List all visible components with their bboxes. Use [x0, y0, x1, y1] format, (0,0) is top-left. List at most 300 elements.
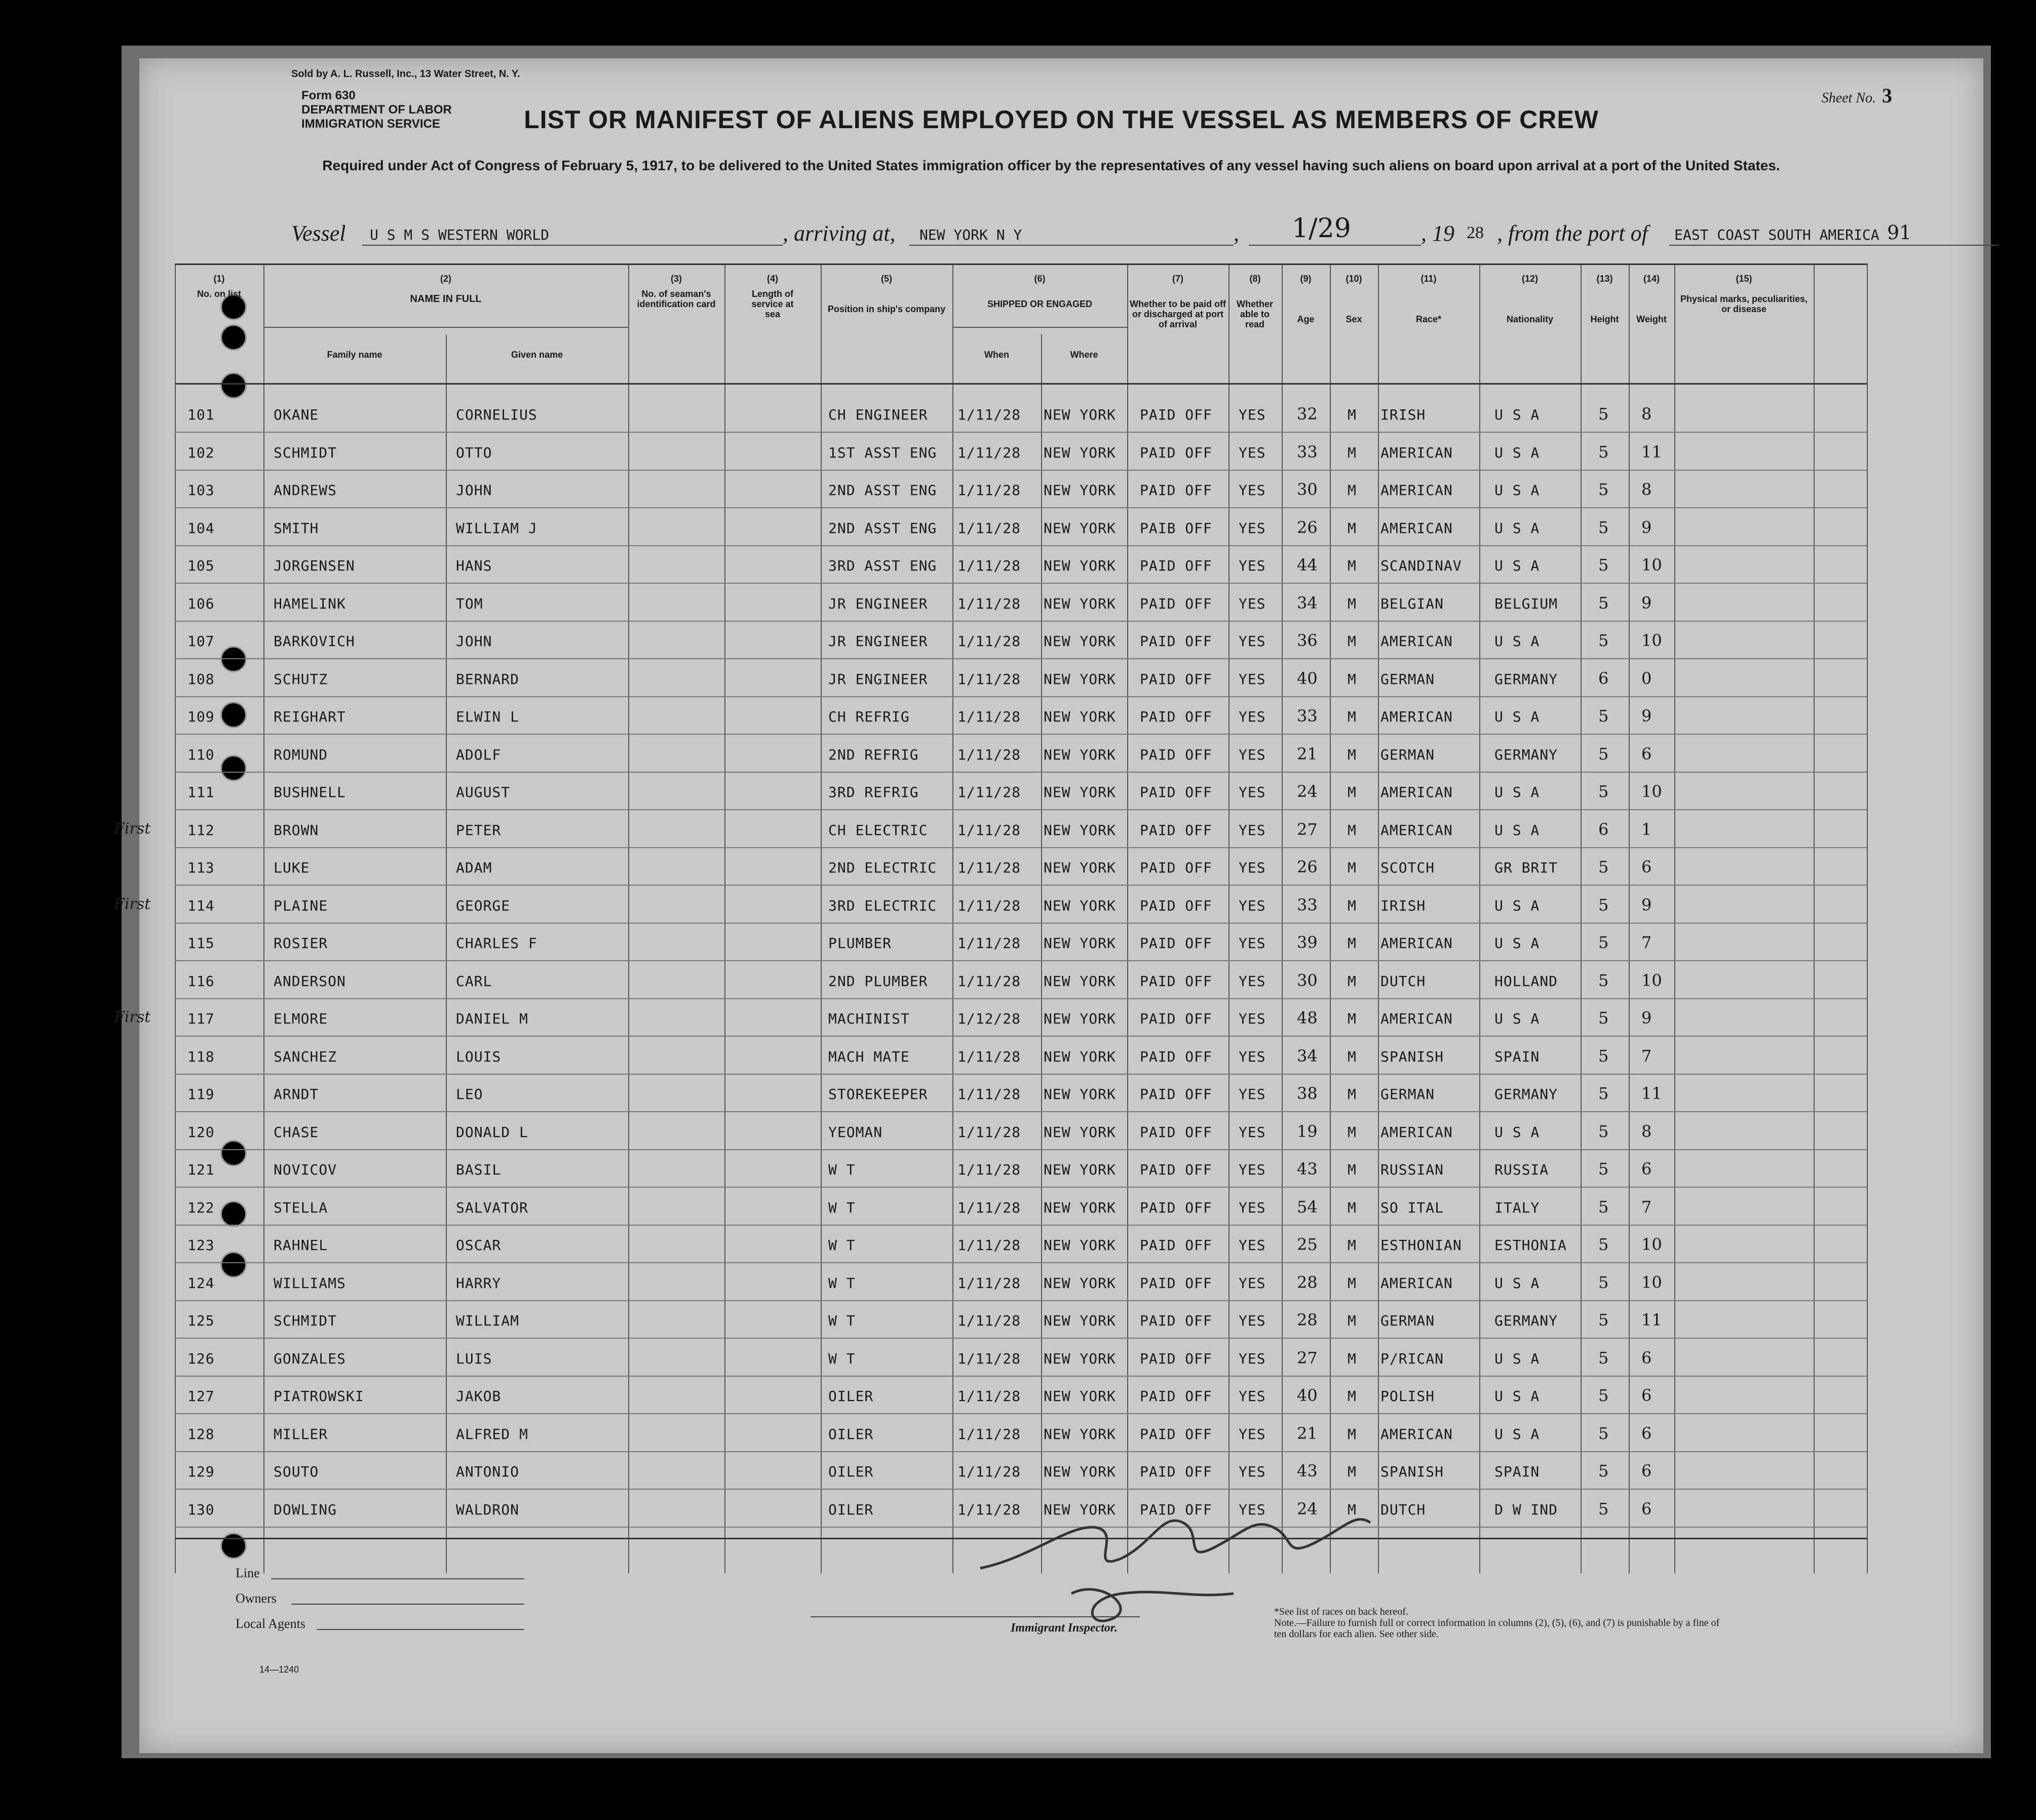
col4-number: (4)	[767, 274, 778, 284]
race: AMERICAN	[1380, 784, 1453, 801]
family-name: GONZALES	[274, 1350, 346, 1367]
age: 54	[1297, 1197, 1318, 1217]
position: PLUMBER	[828, 935, 892, 952]
nationality: U S A	[1494, 406, 1540, 423]
sex: M	[1348, 1237, 1357, 1254]
age: 26	[1297, 517, 1318, 537]
race: AMERICAN	[1380, 444, 1453, 461]
weight: 10	[1641, 782, 1662, 801]
race: GERMAN	[1380, 670, 1435, 688]
family-name: BROWN	[274, 821, 319, 839]
family-name: SOUTO	[274, 1463, 319, 1480]
col2-number: (2)	[440, 274, 451, 284]
shipped-where: NEW YORK	[1044, 1425, 1116, 1443]
family-name: SMITH	[274, 519, 319, 537]
race: AMERICAN	[1380, 1425, 1453, 1443]
race: RUSSIAN	[1380, 1161, 1444, 1178]
sex: M	[1348, 784, 1357, 801]
nationality: BELGIUM	[1494, 595, 1558, 612]
age: 28	[1297, 1310, 1318, 1330]
weight: 1	[1641, 819, 1652, 839]
height: 5	[1598, 1423, 1609, 1443]
height: 5	[1598, 1046, 1609, 1066]
row-number: 103	[187, 482, 215, 499]
table-row	[175, 1301, 1867, 1339]
age: 43	[1297, 1159, 1318, 1179]
race: SO ITAL	[1380, 1199, 1444, 1216]
shipped-when: 1/11/28	[957, 1501, 1021, 1518]
weight: 7	[1641, 933, 1652, 952]
race: IRISH	[1380, 406, 1426, 423]
crew-table	[114, 263, 1867, 1573]
height: 5	[1598, 631, 1609, 650]
col10-number: (10)	[1346, 274, 1362, 284]
able-to-read: YES	[1239, 482, 1266, 499]
sex: M	[1348, 708, 1357, 725]
form-number: Form 630	[301, 89, 356, 102]
shipped-where: NEW YORK	[1044, 935, 1116, 952]
shipped-where: NEW YORK	[1044, 1048, 1116, 1065]
weight: 11	[1641, 1310, 1662, 1330]
race: AMERICAN	[1380, 935, 1453, 952]
position: OILER	[828, 1501, 874, 1518]
col4-header: Length of service at sea	[751, 289, 794, 319]
paid-off: PAID OFF	[1140, 595, 1212, 612]
sex: M	[1348, 670, 1357, 688]
age: 26	[1297, 857, 1318, 877]
paid-off: PAID OFF	[1140, 670, 1212, 688]
table-row	[175, 660, 1867, 697]
family-name: STELLA	[274, 1199, 328, 1216]
given-name: CHARLES F	[456, 935, 537, 952]
col2-given-header: Given name	[511, 350, 563, 360]
shipped-when: 1/11/28	[957, 784, 1021, 801]
height: 5	[1598, 1008, 1609, 1028]
col5-number: (5)	[881, 274, 892, 284]
nationality: SPAIN	[1494, 1048, 1540, 1065]
shipped-when: 1/11/28	[957, 670, 1021, 688]
page-title: LIST OR MANIFEST OF ALIENS EMPLOYED ON THE VESSEL AS MEMBERS OF CREW	[524, 105, 1599, 134]
given-name: OTTO	[456, 444, 492, 461]
nationality: U S A	[1494, 519, 1540, 537]
weight: 10	[1641, 631, 1662, 650]
position: 2ND PLUMBER	[828, 972, 928, 990]
weight: 9	[1641, 1008, 1652, 1028]
row-number: 106	[187, 595, 215, 612]
paid-off: PAID OFF	[1140, 1350, 1212, 1367]
date-underline	[1249, 245, 1421, 246]
paid-off: PAID OFF	[1140, 784, 1212, 801]
given-name: PETER	[456, 821, 502, 839]
sex: M	[1348, 1123, 1357, 1141]
given-name: WALDRON	[456, 1501, 520, 1518]
row-number: 115	[187, 935, 215, 952]
nationality: U S A	[1494, 1010, 1540, 1027]
able-to-read: YES	[1239, 595, 1266, 612]
given-name: DANIEL M	[456, 1010, 528, 1027]
row-number: 102	[187, 444, 215, 461]
sex: M	[1348, 595, 1357, 612]
height: 5	[1598, 933, 1609, 952]
given-name: ANTONIO	[456, 1463, 520, 1480]
able-to-read: YES	[1239, 633, 1266, 650]
col5-header: Position in ship's company	[827, 304, 946, 314]
footnote-races: *See list of races on back hereof.	[1274, 1606, 1408, 1617]
family-name: BARKOVICH	[274, 633, 355, 650]
shipped-where: NEW YORK	[1044, 633, 1116, 650]
col9-header: Age	[1297, 314, 1315, 324]
column-rule	[1867, 263, 1868, 1573]
table-row	[114, 886, 1867, 924]
able-to-read: YES	[1239, 1388, 1266, 1405]
shipped-where: NEW YORK	[1044, 972, 1116, 990]
given-name: LUIS	[456, 1350, 492, 1367]
given-name: CORNELIUS	[456, 406, 537, 423]
shipped-where: NEW YORK	[1044, 1388, 1116, 1405]
name-subheader-rule	[263, 327, 628, 328]
table-row	[175, 622, 1867, 659]
family-name: JORGENSEN	[274, 557, 355, 574]
paid-off: PAID OFF	[1140, 1425, 1212, 1443]
able-to-read: YES	[1239, 1237, 1266, 1254]
paid-off: PAID OFF	[1140, 1274, 1212, 1292]
position: STOREKEEPER	[828, 1086, 928, 1103]
table-row	[175, 509, 1867, 546]
vessel-label: Vessel	[291, 221, 346, 246]
table-row	[175, 433, 1867, 471]
sex: M	[1348, 1501, 1357, 1518]
table-row	[175, 1377, 1867, 1414]
shipped-where: NEW YORK	[1044, 708, 1116, 725]
shipped-when: 1/11/28	[957, 1086, 1021, 1103]
margin-note: First	[114, 1008, 151, 1026]
shipped-where: NEW YORK	[1044, 482, 1116, 499]
weight: 10	[1641, 1272, 1662, 1292]
given-name: ADAM	[456, 859, 492, 876]
height: 5	[1598, 895, 1609, 915]
row-number: 105	[187, 557, 215, 574]
age: 32	[1297, 404, 1318, 424]
row-number: 126	[187, 1350, 215, 1367]
age: 34	[1297, 593, 1318, 613]
shipped-where: NEW YORK	[1044, 1010, 1116, 1027]
nationality: ESTHONIA	[1494, 1237, 1567, 1254]
row-number: 111	[187, 784, 215, 801]
weight: 8	[1641, 1121, 1652, 1141]
shipped-when: 1/11/28	[957, 1274, 1021, 1292]
race: DUTCH	[1380, 1501, 1426, 1518]
shipped-when: 1/11/28	[957, 557, 1021, 574]
able-to-read: YES	[1239, 784, 1266, 801]
able-to-read: YES	[1239, 897, 1266, 914]
paid-off: PAID OFF	[1140, 1501, 1212, 1518]
sex: M	[1348, 444, 1357, 461]
col15-header: Physical marks, peculiarities, or disease	[1680, 294, 1808, 314]
shipped-when: 1/11/28	[957, 746, 1021, 763]
nationality: GERMANY	[1494, 746, 1558, 763]
sex: M	[1348, 859, 1357, 876]
sex: M	[1348, 633, 1357, 650]
race: SPANISH	[1380, 1048, 1444, 1065]
nationality: ITALY	[1494, 1199, 1540, 1216]
able-to-read: YES	[1239, 1010, 1266, 1027]
row-number: 125	[187, 1312, 215, 1329]
col13-header: Height	[1590, 314, 1619, 324]
race: AMERICAN	[1380, 821, 1453, 839]
position: W T	[828, 1161, 856, 1178]
shipped-when: 1/11/28	[957, 972, 1021, 990]
race: P/RICAN	[1380, 1350, 1444, 1367]
weight: 8	[1641, 404, 1652, 424]
nationality: U S A	[1494, 1425, 1540, 1443]
given-name: LEO	[456, 1086, 483, 1103]
race: AMERICAN	[1380, 708, 1453, 725]
col8-header: Whether able to read	[1237, 299, 1273, 329]
given-name: AUGUST	[456, 784, 511, 801]
nationality: GERMANY	[1494, 670, 1558, 688]
table-row	[175, 962, 1867, 999]
position: 2ND ASST ENG	[828, 482, 937, 499]
table-row	[114, 811, 1867, 848]
age: 40	[1297, 1386, 1318, 1405]
weight: 8	[1641, 480, 1652, 499]
given-name: JAKOB	[456, 1388, 502, 1405]
row-number: 118	[187, 1048, 215, 1065]
position: MACH MATE	[828, 1048, 910, 1065]
height: 5	[1598, 1197, 1609, 1217]
sex: M	[1348, 1010, 1357, 1027]
family-name: SCHMIDT	[274, 444, 337, 461]
paid-off: PAID OFF	[1140, 1010, 1212, 1027]
row-number: 117	[187, 1010, 215, 1027]
family-name: REIGHART	[274, 708, 346, 725]
weight: 6	[1641, 744, 1652, 764]
nationality: U S A	[1494, 708, 1540, 725]
line-label: Line	[236, 1566, 260, 1580]
age: 33	[1297, 706, 1318, 726]
weight: 6	[1641, 1423, 1652, 1443]
table-row	[175, 471, 1867, 508]
height: 5	[1598, 857, 1609, 877]
row-number: 116	[187, 972, 215, 990]
table-row	[175, 697, 1867, 735]
paid-off: PAID OFF	[1140, 897, 1212, 914]
weight: 6	[1641, 1386, 1652, 1405]
family-name: MILLER	[274, 1425, 328, 1443]
position: JR ENGINEER	[828, 595, 928, 612]
able-to-read: YES	[1239, 444, 1266, 461]
paid-off: PAID OFF	[1140, 859, 1212, 876]
family-name: PIATROWSKI	[274, 1388, 364, 1405]
able-to-read: YES	[1239, 859, 1266, 876]
family-name: ELMORE	[274, 1010, 328, 1027]
shipped-where: NEW YORK	[1044, 1086, 1116, 1103]
position: 1ST ASST ENG	[828, 444, 937, 461]
position: CH ENGINEER	[828, 406, 928, 423]
age: 25	[1297, 1235, 1318, 1254]
nationality: U S A	[1494, 897, 1540, 914]
arriving-label: , arriving at,	[783, 221, 896, 246]
sex: M	[1348, 1161, 1357, 1178]
nationality: U S A	[1494, 1388, 1540, 1405]
able-to-read: YES	[1239, 1161, 1266, 1178]
shipped-when: 1/11/28	[957, 859, 1021, 876]
given-name: HANS	[456, 557, 492, 574]
table-row	[175, 1339, 1867, 1377]
able-to-read: YES	[1239, 1463, 1266, 1480]
row-number: 101	[187, 406, 215, 423]
year-value: 28	[1467, 223, 1484, 242]
shipped-when: 1/11/28	[957, 1312, 1021, 1329]
able-to-read: YES	[1239, 935, 1266, 952]
age: 27	[1297, 819, 1318, 839]
position: OILER	[828, 1425, 874, 1443]
able-to-read: YES	[1239, 708, 1266, 725]
row-number: 130	[187, 1501, 215, 1518]
col1-number: (1)	[213, 274, 225, 284]
nationality: U S A	[1494, 821, 1540, 839]
row-number: 104	[187, 519, 215, 537]
paid-off: PAID OFF	[1140, 406, 1212, 423]
shipped-where: NEW YORK	[1044, 1312, 1116, 1329]
arriving-underline	[909, 245, 1234, 246]
col8-number: (8)	[1249, 274, 1261, 284]
weight: 9	[1641, 895, 1652, 915]
race: AMERICAN	[1380, 1123, 1453, 1141]
position: OILER	[828, 1463, 874, 1480]
row-number: 120	[187, 1123, 215, 1141]
shipped-where: NEW YORK	[1044, 444, 1116, 461]
sex: M	[1348, 519, 1357, 537]
nationality: D W IND	[1494, 1501, 1558, 1518]
nationality: U S A	[1494, 557, 1540, 574]
weight: 6	[1641, 857, 1652, 877]
able-to-read: YES	[1239, 1425, 1266, 1443]
col12-header: Nationality	[1506, 314, 1553, 324]
able-to-read: YES	[1239, 821, 1266, 839]
manifest-sheet	[114, 58, 1983, 1753]
sheet-number-value: 3	[1882, 84, 1892, 107]
col11-number: (11)	[1420, 274, 1437, 284]
col14-header: Weight	[1636, 314, 1667, 324]
table-row	[175, 546, 1867, 584]
table-row	[175, 395, 1867, 433]
given-name: BASIL	[456, 1161, 502, 1178]
weight: 0	[1641, 668, 1652, 688]
age: 19	[1297, 1121, 1318, 1141]
col15-number: (15)	[1736, 274, 1752, 284]
row-number: 121	[187, 1161, 215, 1178]
weight: 10	[1641, 970, 1662, 990]
age: 33	[1297, 442, 1318, 462]
paid-off: PAID OFF	[1140, 1048, 1212, 1065]
col7-header: Whether to be paid off or discharged at port of arrival	[1130, 299, 1226, 329]
position: 2ND ELECTRIC	[828, 859, 937, 876]
shipped-when: 1/11/28	[957, 708, 1021, 725]
height: 5	[1598, 555, 1609, 575]
height: 5	[1598, 1499, 1609, 1519]
given-name: SALVATOR	[456, 1199, 528, 1216]
footnote-penalty: Note.—Failure to furnish full or correct information in columns (2), (5), (6), and (7) is punishable by a fine of ten dollars for each alien. See other side.	[1274, 1617, 1720, 1640]
nationality: U S A	[1494, 784, 1540, 801]
shipped-when: 1/11/28	[957, 1350, 1021, 1367]
age: 21	[1297, 1423, 1318, 1443]
position: OILER	[828, 1388, 874, 1405]
weight: 9	[1641, 593, 1652, 613]
race: ESTHONIAN	[1380, 1237, 1462, 1254]
given-name: HARRY	[456, 1274, 502, 1292]
race: AMERICAN	[1380, 1010, 1453, 1027]
year-prefix: , 19	[1421, 221, 1454, 246]
shipped-when: 1/11/28	[957, 633, 1021, 650]
race: AMERICAN	[1380, 519, 1453, 537]
record-number: 91	[1887, 221, 1912, 244]
weight: 10	[1641, 555, 1662, 575]
sex: M	[1348, 1425, 1357, 1443]
table-row	[175, 848, 1867, 886]
nationality: U S A	[1494, 633, 1540, 650]
shipped-where: NEW YORK	[1044, 1350, 1116, 1367]
height: 5	[1598, 1461, 1609, 1481]
paid-off: PAID OFF	[1140, 1388, 1212, 1405]
arrival-date: 1/29	[1292, 213, 1351, 244]
row-number: 119	[187, 1086, 215, 1103]
sex: M	[1348, 1463, 1357, 1480]
shipped-where: NEW YORK	[1044, 1161, 1116, 1178]
age: 30	[1297, 970, 1318, 990]
paid-off: PAID OFF	[1140, 1161, 1212, 1178]
from-underline	[1669, 245, 1999, 246]
given-name: OSCAR	[456, 1237, 502, 1254]
sex: M	[1348, 1086, 1357, 1103]
shipped-where: NEW YORK	[1044, 1274, 1116, 1292]
age: 43	[1297, 1461, 1318, 1481]
table-row	[175, 1415, 1867, 1452]
col14-number: (14)	[1643, 274, 1660, 284]
nationality: U S A	[1494, 1123, 1540, 1141]
given-name: DONALD L	[456, 1123, 528, 1141]
row-number: 128	[187, 1425, 215, 1443]
shipped-when: 1/11/28	[957, 1463, 1021, 1480]
family-name: OKANE	[274, 406, 319, 423]
position: CH ELECTRIC	[828, 821, 928, 839]
weight: 9	[1641, 706, 1652, 726]
height: 5	[1598, 517, 1609, 537]
age: 38	[1297, 1084, 1318, 1103]
height: 5	[1598, 442, 1609, 462]
shipped-when: 1/11/28	[957, 935, 1021, 952]
family-name: RAHNEL	[274, 1237, 328, 1254]
vessel-name: U S M S WESTERN WORLD	[370, 226, 550, 243]
height: 5	[1598, 593, 1609, 613]
shipped-where: NEW YORK	[1044, 1199, 1116, 1216]
race: GERMAN	[1380, 746, 1435, 763]
able-to-read: YES	[1239, 1274, 1266, 1292]
given-name: JOHN	[456, 633, 492, 650]
col6-when-header: When	[984, 350, 1009, 360]
form-code: 14—1240	[259, 1664, 299, 1675]
shipped-where: NEW YORK	[1044, 1123, 1116, 1141]
able-to-read: YES	[1239, 519, 1266, 537]
table-row	[175, 1226, 1867, 1263]
able-to-read: YES	[1239, 746, 1266, 763]
weight: 7	[1641, 1197, 1652, 1217]
family-name: SANCHEZ	[274, 1048, 337, 1065]
shipped-where: NEW YORK	[1044, 1237, 1116, 1254]
race: AMERICAN	[1380, 633, 1453, 650]
paid-off: PAID OFF	[1140, 1199, 1212, 1216]
sex: M	[1348, 1274, 1357, 1292]
